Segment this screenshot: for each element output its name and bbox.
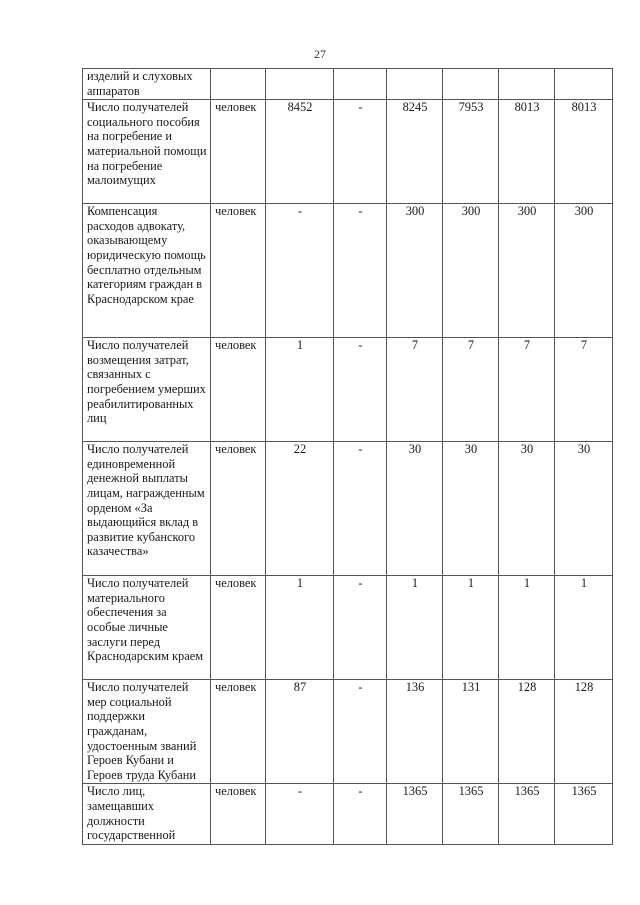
value-cell: - bbox=[334, 576, 387, 680]
indicator-name-cell: Число получателей возмещения затрат, связанных с погребением умерших реабилитированных лиц bbox=[83, 338, 211, 442]
unit-cell: человек bbox=[211, 204, 266, 338]
value-cell: 1365 bbox=[555, 784, 613, 845]
value-cell: 87 bbox=[266, 680, 334, 784]
value-cell: 7 bbox=[443, 338, 499, 442]
value-cell: 7953 bbox=[443, 100, 499, 204]
value-cell: 128 bbox=[499, 680, 555, 784]
unit-cell: человек bbox=[211, 100, 266, 204]
page-number: 27 bbox=[314, 47, 326, 61]
table-row bbox=[83, 680, 613, 784]
value-cell bbox=[555, 69, 613, 100]
value-cell: 1 bbox=[387, 576, 443, 680]
value-cell: 7 bbox=[499, 338, 555, 442]
value-cell: 300 bbox=[387, 204, 443, 338]
value-cell: 8013 bbox=[555, 100, 613, 204]
value-cell: 128 bbox=[555, 680, 613, 784]
value-cell: 30 bbox=[443, 442, 499, 576]
value-cell: - bbox=[266, 784, 334, 845]
indicator-name-cell: Число получателей материального обеспечения за особые личные заслуги перед Краснодарским краем bbox=[83, 576, 211, 680]
indicator-name-cell: Число лиц, замещавших должности государственной bbox=[83, 784, 211, 845]
value-cell: 300 bbox=[499, 204, 555, 338]
unit-cell: человек bbox=[211, 576, 266, 680]
table-row bbox=[83, 576, 613, 680]
value-cell: 136 bbox=[387, 680, 443, 784]
indicator-name-cell: изделий и слуховых аппаратов bbox=[83, 69, 211, 100]
value-cell: 7 bbox=[387, 338, 443, 442]
value-cell bbox=[443, 69, 499, 100]
table-row bbox=[83, 204, 613, 338]
value-cell: - bbox=[334, 680, 387, 784]
value-cell: 7 bbox=[555, 338, 613, 442]
unit-cell: человек bbox=[211, 784, 266, 845]
value-cell: 1365 bbox=[443, 784, 499, 845]
unit-cell: человек bbox=[211, 442, 266, 576]
indicator-name-cell: Число получателей социального пособия на погребение и материальной помощи на погребение малоимущих bbox=[83, 100, 211, 204]
value-cell: 1365 bbox=[499, 784, 555, 845]
value-cell: 8452 bbox=[266, 100, 334, 204]
value-cell: - bbox=[334, 442, 387, 576]
value-cell: 300 bbox=[443, 204, 499, 338]
value-cell: 1365 bbox=[387, 784, 443, 845]
value-cell: 8245 bbox=[387, 100, 443, 204]
table-row bbox=[83, 338, 613, 442]
indicator-name-cell: Число получателей мер социальной поддержки гражданам, удостоенным званий Героев Кубани и Героев труда Кубани bbox=[83, 680, 211, 784]
table-row bbox=[83, 100, 613, 204]
value-cell: 1 bbox=[555, 576, 613, 680]
indicator-table bbox=[82, 68, 613, 845]
value-cell: - bbox=[334, 204, 387, 338]
value-cell: 30 bbox=[499, 442, 555, 576]
value-cell: - bbox=[334, 784, 387, 845]
value-cell: 300 bbox=[555, 204, 613, 338]
value-cell bbox=[266, 69, 334, 100]
value-cell: 1 bbox=[499, 576, 555, 680]
value-cell: 1 bbox=[266, 576, 334, 680]
table-row bbox=[83, 69, 613, 100]
unit-cell bbox=[211, 69, 266, 100]
value-cell: 8013 bbox=[499, 100, 555, 204]
indicator-name-cell: Число получателей единовременной денежной выплаты лицам, награжденным орденом «За выдающийся вклад в развитие кубанского казачества» bbox=[83, 442, 211, 576]
value-cell: 1 bbox=[266, 338, 334, 442]
value-cell: 30 bbox=[387, 442, 443, 576]
table-row bbox=[83, 784, 613, 845]
value-cell bbox=[334, 69, 387, 100]
value-cell: 22 bbox=[266, 442, 334, 576]
value-cell: 131 bbox=[443, 680, 499, 784]
value-cell: - bbox=[334, 338, 387, 442]
value-cell bbox=[387, 69, 443, 100]
table-row bbox=[83, 442, 613, 576]
unit-cell: человек bbox=[211, 680, 266, 784]
value-cell: 30 bbox=[555, 442, 613, 576]
indicator-name-cell: Компенсация расходов адвокату, оказывающему юридическую помощь бесплатно отдельным категориям граждан в Краснодарском крае bbox=[83, 204, 211, 338]
value-cell: 1 bbox=[443, 576, 499, 680]
value-cell: - bbox=[266, 204, 334, 338]
value-cell bbox=[499, 69, 555, 100]
unit-cell: человек bbox=[211, 338, 266, 442]
value-cell: - bbox=[334, 100, 387, 204]
